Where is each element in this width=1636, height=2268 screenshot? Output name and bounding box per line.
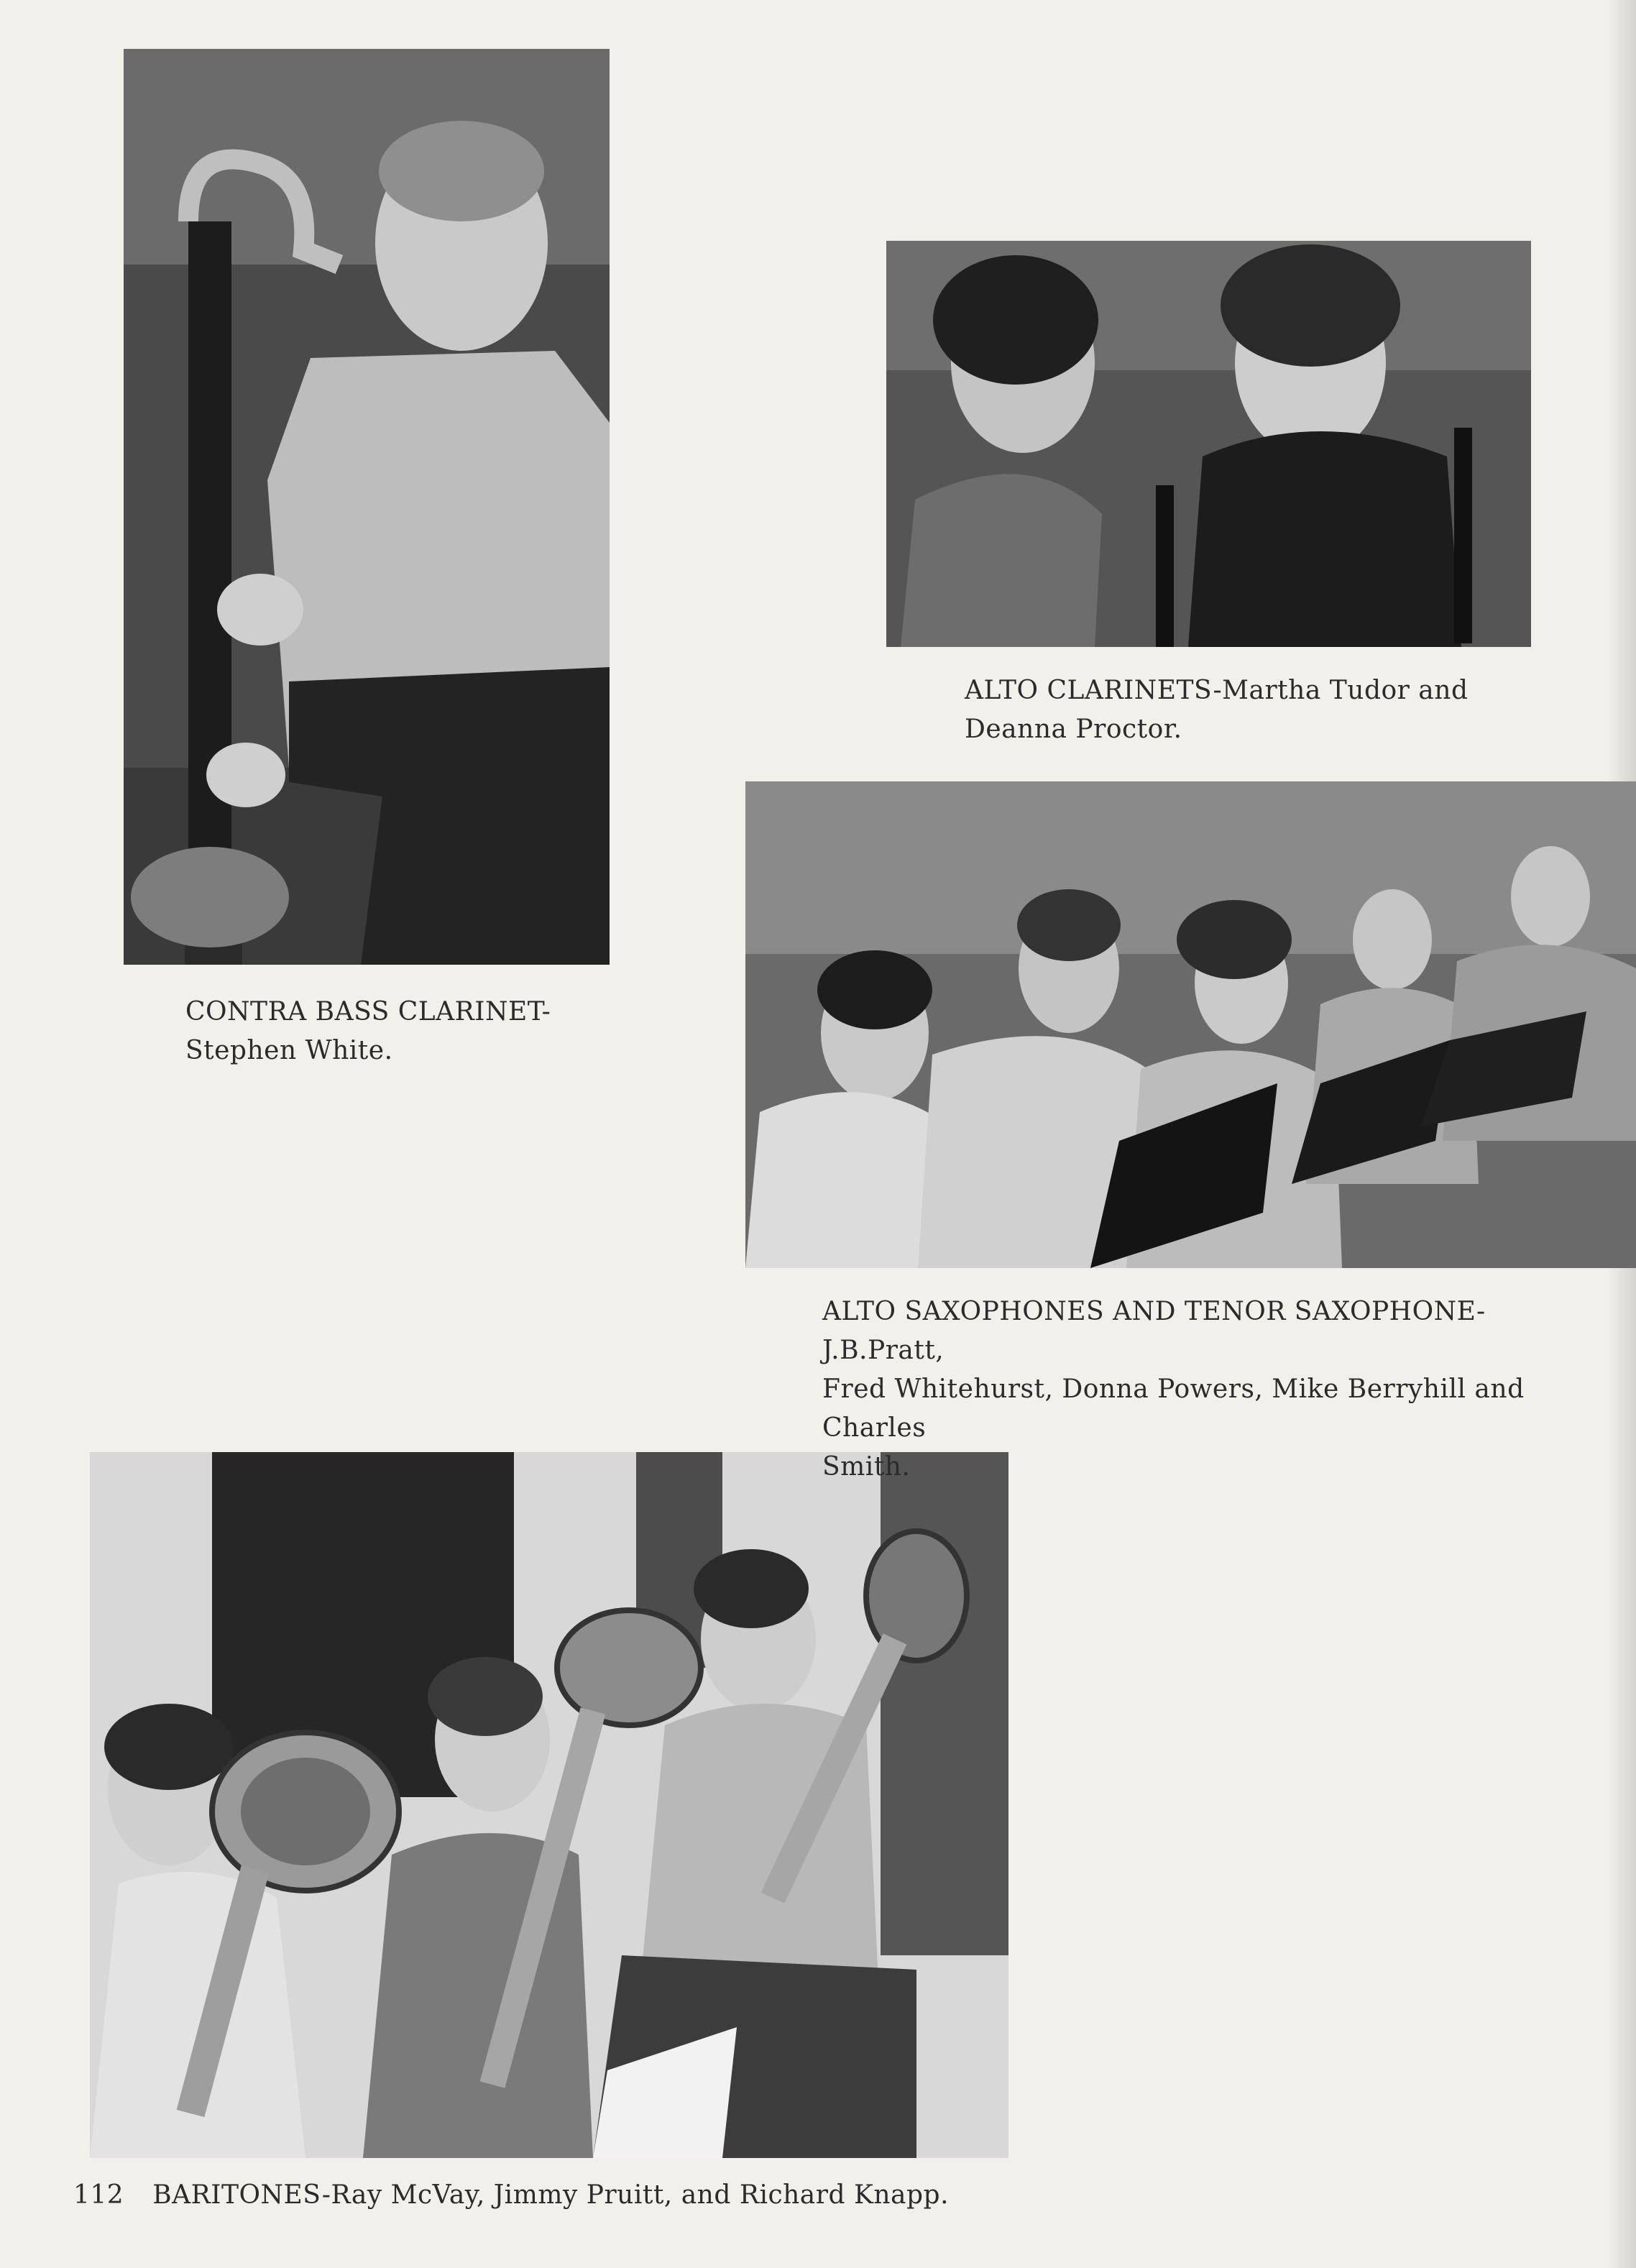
caption-saxophones	[822, 1293, 1566, 1487]
photo-alto-clarinets	[886, 241, 1531, 647]
caption-line: ALTO SAXOPHONES AND TENOR SAXOPHONE-J.B.Pratt,	[822, 1297, 1486, 1365]
photo-baritones	[90, 1452, 1008, 2158]
caption-line: BARITONES-Ray McVay, Jimmy Pruitt, and Richard Knapp.	[152, 2180, 950, 2210]
caption-line: ALTO CLARINETS-Martha Tudor and	[965, 676, 1469, 705]
page-number: 112	[73, 2180, 124, 2210]
photo-contra-bass-clarinet	[124, 49, 610, 965]
caption-contra-bass-clarinet	[185, 993, 588, 1070]
caption-line: Stephen White.	[185, 1036, 393, 1065]
caption-line: Fred Whitehurst, Donna Powers, Mike Berryhill and Charles	[822, 1374, 1525, 1443]
caption-alto-clarinets	[965, 671, 1497, 749]
photo-saxophones	[745, 781, 1636, 1268]
caption-line: Deanna Proctor.	[965, 715, 1182, 744]
caption-line: Smith.	[822, 1452, 911, 1482]
caption-baritones	[73, 2176, 1008, 2215]
caption-line: CONTRA BASS CLARINET-	[185, 997, 551, 1027]
